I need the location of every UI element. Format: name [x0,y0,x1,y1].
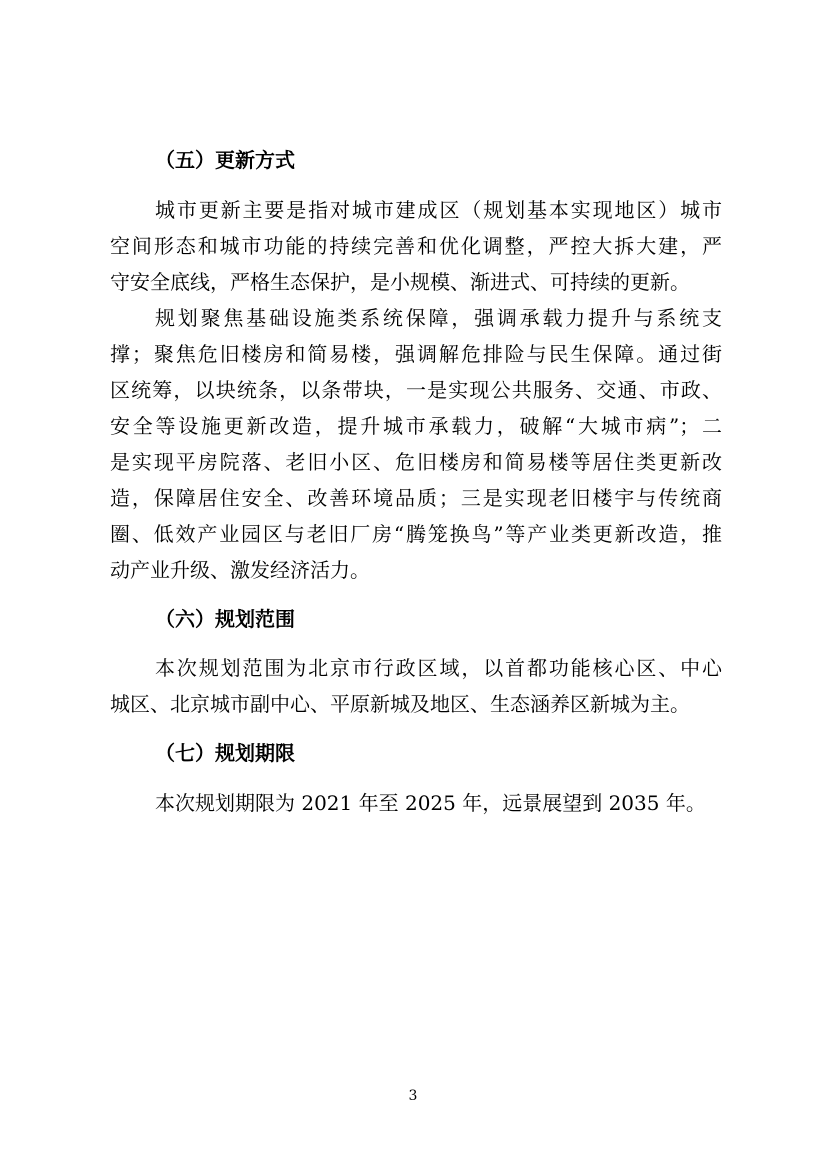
paragraph-line: 城区、北京城市副中心、平原新城及地区、生态涵养区新城为主。 [110,692,690,716]
page-number: 3 [408,1088,418,1104]
paragraph-line: 区统筹，以块统条，以条带块，一是实现公共服务、交通、市政、 [110,378,722,402]
paragraph-line: 是实现平房院落、老旧小区、危旧楼房和简易楼等居住类更新改 [110,450,722,474]
paragraph-line: 撑；聚焦危旧楼房和简易楼，强调解危排险与民生保障。通过街 [110,342,722,366]
paragraph-line: 本次规划范围为北京市行政区域，以首都功能核心区、中心 [155,656,722,680]
section-heading-planning-scope: （六）规划范围 [155,607,295,631]
section-heading-update-method: （五）更新方式 [155,148,295,172]
paragraph-line: 规划聚焦基础设施类系统保障，强调承载力提升与系统支 [155,306,722,330]
section-heading-planning-period: （七）规划期限 [155,741,295,765]
paragraph-line: 本次规划期限为 2021 年至 2025 年，远景展望到 2035 年。 [155,791,706,815]
paragraph-line: 城市更新主要是指对城市建成区（规划基本实现地区）城市 [155,198,722,222]
paragraph-line: 圈、低效产业园区与老旧厂房“腾笼换鸟”等产业类更新改造，推 [110,522,722,546]
paragraph-line: 动产业升级、激发经济活力。 [110,558,370,582]
paragraph-line: 空间形态和城市功能的持续完善和优化调整，严控大拆大建，严 [110,234,722,258]
paragraph-line: 守安全底线，严格生态保护，是小规模、渐进式、可持续的更新。 [110,270,690,294]
paragraph-line: 安全等设施更新改造，提升城市承载力，破解“大城市病”；二 [110,414,722,438]
paragraph-line: 造，保障居住安全、改善环境品质；三是实现老旧楼宇与传统商 [110,486,722,510]
